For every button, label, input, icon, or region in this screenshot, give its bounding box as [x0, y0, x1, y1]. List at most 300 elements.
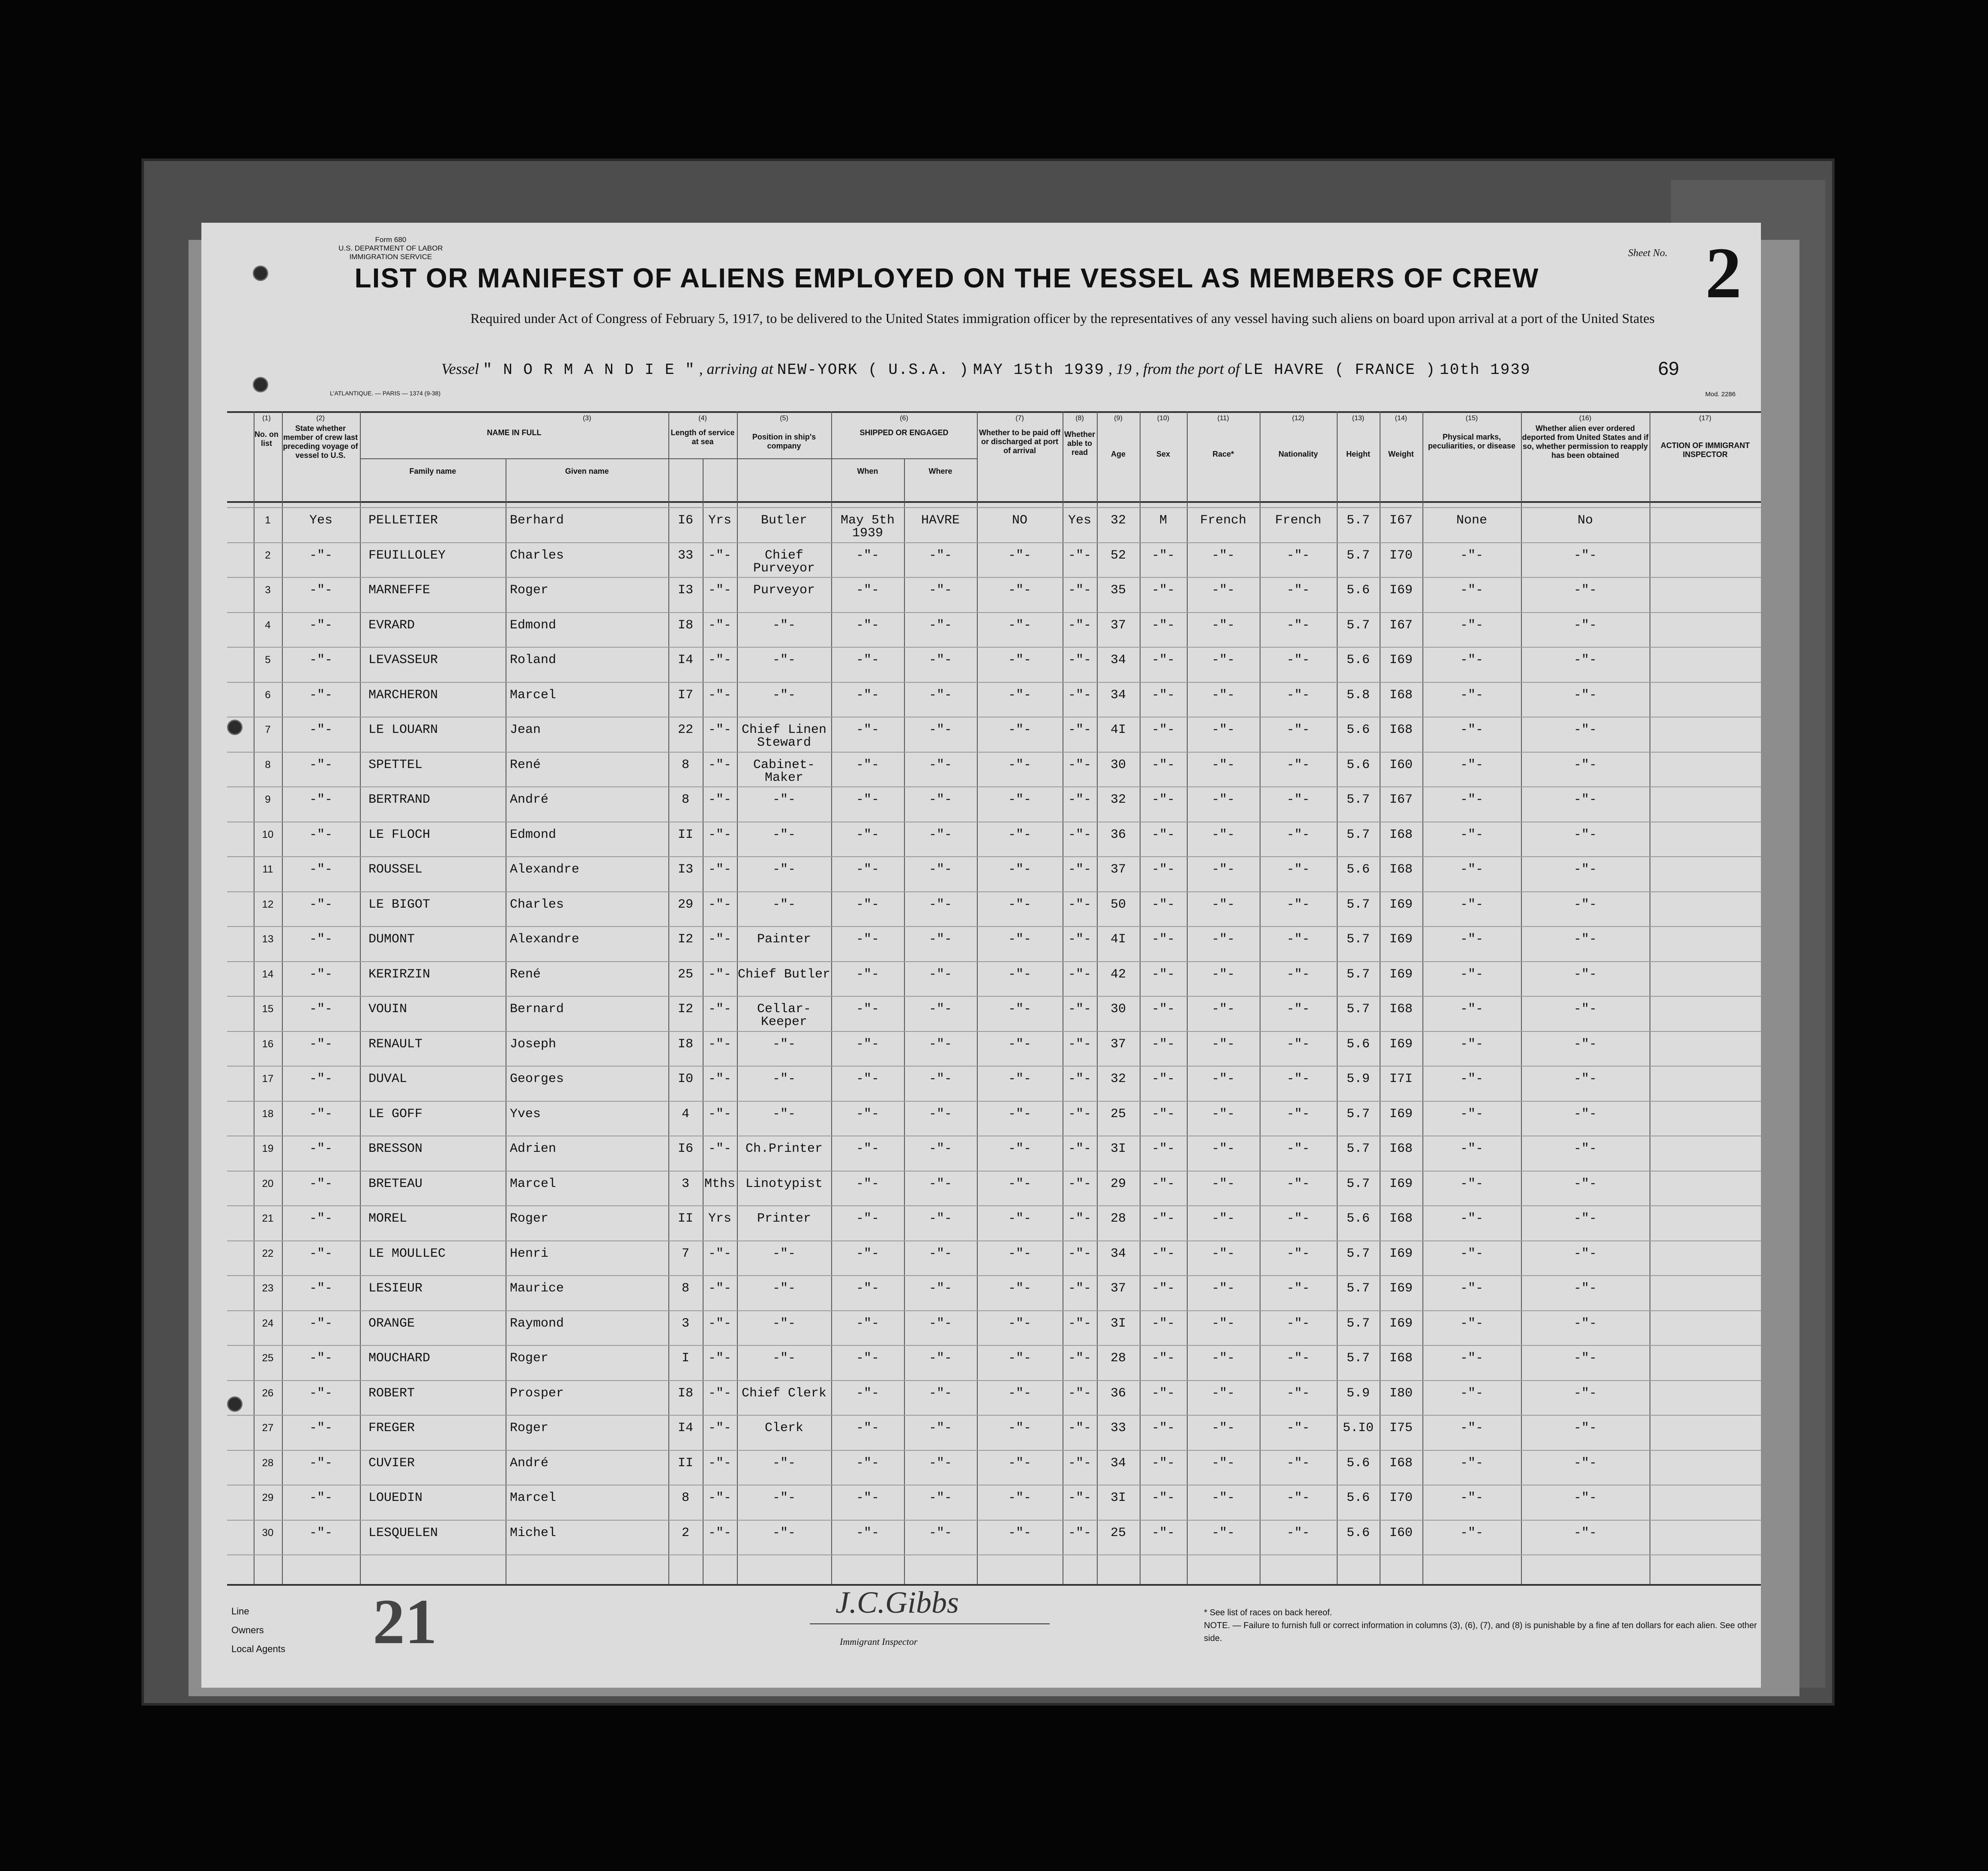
shipped-where-cell: -"-: [928, 1421, 952, 1435]
able-read-cell: -"-: [1068, 723, 1091, 737]
prev-voyage-cell: Yes: [309, 513, 332, 528]
column-number: (15): [1465, 415, 1478, 422]
family-name-cell: MARCHERON: [368, 687, 438, 702]
able-read-cell: -"-: [1068, 1037, 1091, 1052]
paid-off-cell: -"-: [1008, 792, 1031, 807]
weight-cell: I70: [1389, 548, 1413, 563]
able-read-cell: -"-: [1068, 1211, 1091, 1226]
given-name-cell: Edmond: [510, 827, 557, 842]
given-name-cell: Yves: [510, 1106, 541, 1121]
signature-line: [810, 1623, 1050, 1624]
family-name-cell: ROUSSEL: [368, 862, 423, 877]
race-cell: French: [1200, 513, 1247, 528]
deported-cell: -"-: [1573, 792, 1597, 807]
inspector-signature: J.C.Gibbs: [835, 1585, 959, 1620]
col-given-name: Given name: [565, 467, 609, 475]
shipped-when-cell: -"-: [856, 583, 879, 598]
physical-marks-cell: -"-: [1460, 583, 1483, 598]
service-length-cell: 29: [677, 897, 693, 912]
service-length-cell: 8: [681, 1281, 689, 1296]
given-name-cell: André: [510, 1456, 549, 1470]
age-cell: 34: [1110, 687, 1126, 702]
weight-cell: I69: [1389, 932, 1413, 947]
col-action: ACTION OF IMMIGRANT INSPECTOR: [1661, 441, 1750, 459]
physical-marks-cell: -"-: [1460, 932, 1483, 947]
col-no-on-list: No. on list: [254, 430, 278, 448]
row-rule: [227, 507, 1761, 508]
column-number: (2): [316, 415, 325, 422]
column-rule: [360, 411, 361, 1585]
shipped-when-cell: -"-: [856, 723, 879, 737]
nationality-cell: -"-: [1286, 1351, 1310, 1366]
shipped-where-cell: -"-: [928, 1456, 952, 1470]
paid-off-cell: -"-: [1008, 827, 1031, 842]
column-number: (16): [1579, 415, 1592, 422]
shipped-when-cell: -"-: [856, 548, 879, 563]
prev-voyage-cell: -"-: [309, 653, 332, 667]
paid-off-cell: -"-: [1008, 548, 1031, 563]
family-name-cell: BERTRAND: [368, 792, 431, 807]
age-cell: 28: [1110, 1211, 1126, 1226]
service-length-cell: I2: [677, 932, 693, 947]
shipped-where-cell: HAVRE: [921, 513, 960, 528]
height-cell: 5.7: [1346, 967, 1370, 982]
sex-cell: -"-: [1151, 1211, 1175, 1226]
punch-hole: [253, 377, 268, 392]
prev-voyage-cell: -"-: [309, 723, 332, 737]
nationality-cell: -"-: [1286, 653, 1310, 667]
family-name-cell: BRETEAU: [368, 1176, 423, 1191]
given-name-cell: Marcel: [510, 687, 557, 702]
physical-marks-cell: None: [1456, 513, 1487, 528]
shipped-where-cell: -"-: [928, 1386, 952, 1401]
row-rule: [227, 542, 1761, 543]
service-unit-cell: -"-: [708, 653, 731, 667]
family-name-cell: LE GOFF: [368, 1106, 423, 1121]
race-cell: -"-: [1211, 1316, 1235, 1331]
deported-cell: -"-: [1573, 687, 1597, 702]
given-name-cell: Charles: [510, 897, 564, 912]
deported-cell: -"-: [1573, 548, 1597, 563]
position-cell: Painter: [757, 932, 811, 947]
form-meta: [338, 236, 443, 261]
shipped-where-cell: -"-: [928, 583, 952, 598]
given-name-cell: Marcel: [510, 1491, 557, 1505]
nationality-cell: -"-: [1286, 1142, 1310, 1156]
paid-off-cell: -"-: [1008, 967, 1031, 982]
race-cell: -"-: [1211, 1351, 1235, 1366]
deported-cell: -"-: [1573, 1246, 1597, 1261]
row-rule: [227, 996, 1761, 997]
race-cell: -"-: [1211, 792, 1235, 807]
physical-marks-cell: -"-: [1460, 1246, 1483, 1261]
table-top-rule: [227, 411, 1761, 413]
service-length-cell: 7: [681, 1246, 689, 1261]
prev-voyage-cell: -"-: [309, 1316, 332, 1331]
physical-marks-cell: -"-: [1460, 967, 1483, 982]
service-length-cell: 4: [681, 1106, 689, 1121]
age-cell: 3I: [1110, 1316, 1126, 1331]
row-rule: [227, 1171, 1761, 1172]
sex-cell: -"-: [1151, 1072, 1175, 1086]
col-weight: Weight: [1388, 450, 1414, 458]
shipped-where-cell: -"-: [928, 1351, 952, 1366]
row-rule: [227, 891, 1761, 892]
col-position: Position in ship's company: [752, 433, 816, 450]
nationality-cell: -"-: [1286, 757, 1310, 772]
shipped-when-cell: -"-: [856, 1316, 879, 1331]
age-cell: 34: [1110, 653, 1126, 667]
position-cell: -"-: [772, 1281, 796, 1296]
service-length-cell: 2: [681, 1525, 689, 1540]
service-unit-cell: -"-: [708, 932, 731, 947]
shipped-where-cell: -"-: [928, 897, 952, 912]
paid-off-cell: -"-: [1008, 862, 1031, 877]
race-cell: -"-: [1211, 1106, 1235, 1121]
column-number: (10): [1157, 415, 1170, 422]
weight-cell: I68: [1389, 1351, 1413, 1366]
height-cell: 5.6: [1346, 1525, 1370, 1540]
sex-cell: -"-: [1151, 862, 1175, 877]
given-name-cell: Alexandre: [510, 932, 580, 947]
race-cell: -"-: [1211, 862, 1235, 877]
weight-cell: I69: [1389, 1106, 1413, 1121]
service-length-cell: II: [677, 1456, 693, 1470]
family-name-cell: LOUEDIN: [368, 1491, 423, 1505]
family-name-cell: MOREL: [368, 1211, 407, 1226]
physical-marks-cell: -"-: [1460, 1386, 1483, 1401]
able-read-cell: -"-: [1068, 1106, 1091, 1121]
paid-off-cell: -"-: [1008, 687, 1031, 702]
weight-cell: I69: [1389, 1316, 1413, 1331]
age-cell: 32: [1110, 513, 1126, 528]
column-number: (9): [1114, 415, 1123, 422]
family-name-cell: ROBERT: [368, 1386, 415, 1401]
footer-note: [1204, 1606, 1761, 1645]
column-number: (12): [1292, 415, 1305, 422]
sex-cell: -"-: [1151, 1176, 1175, 1191]
physical-marks-cell: -"-: [1460, 1037, 1483, 1052]
service-length-cell: 3: [681, 1176, 689, 1191]
vessel-line: [441, 360, 1531, 379]
shipped-where-cell: -"-: [928, 932, 952, 947]
row-rule: [227, 647, 1761, 648]
given-name-cell: Roger: [510, 1351, 549, 1366]
paid-off-cell: -"-: [1008, 897, 1031, 912]
able-read-cell: -"-: [1068, 1281, 1091, 1296]
row-number: 15: [262, 1003, 274, 1015]
height-cell: 5.9: [1346, 1072, 1370, 1086]
position-cell: Ch.Printer: [745, 1142, 823, 1156]
height-cell: 5.9: [1346, 1386, 1370, 1401]
family-name-cell: LESIEUR: [368, 1281, 423, 1296]
physical-marks-cell: -"-: [1460, 548, 1483, 563]
row-number: 8: [265, 759, 271, 771]
sex-cell: -"-: [1151, 967, 1175, 982]
prev-voyage-cell: -"-: [309, 897, 332, 912]
shipped-when-cell: -"-: [856, 967, 879, 982]
weight-cell: I68: [1389, 827, 1413, 842]
weight-cell: I69: [1389, 583, 1413, 598]
position-cell: -"-: [772, 1106, 796, 1121]
sex-cell: -"-: [1151, 1037, 1175, 1052]
column-number: (13): [1352, 415, 1365, 422]
service-unit-cell: -"-: [708, 583, 731, 598]
row-rule: [227, 1310, 1761, 1311]
weight-cell: I7I: [1389, 1072, 1413, 1086]
deported-cell: -"-: [1573, 653, 1597, 667]
nationality-cell: -"-: [1286, 1491, 1310, 1505]
column-number: (7): [1015, 415, 1024, 422]
age-cell: 37: [1110, 1281, 1126, 1296]
height-cell: 5.7: [1346, 1106, 1370, 1121]
col-where: Where: [928, 467, 952, 475]
shipped-where-cell: -"-: [928, 792, 952, 807]
service-unit-cell: Yrs: [708, 513, 731, 528]
deported-cell: -"-: [1573, 583, 1597, 598]
service-unit-cell: -"-: [708, 1316, 731, 1331]
sex-cell: -"-: [1151, 1525, 1175, 1540]
shipped-when-cell: -"-: [856, 862, 879, 877]
nationality-cell: -"-: [1286, 827, 1310, 842]
prev-voyage-cell: -"-: [309, 862, 332, 877]
service-unit-cell: -"-: [708, 792, 731, 807]
shipped-when-cell: -"-: [856, 1281, 879, 1296]
age-cell: 32: [1110, 1072, 1126, 1086]
stamped-number: 21: [373, 1586, 437, 1657]
nationality-cell: -"-: [1286, 1281, 1310, 1296]
race-cell: -"-: [1211, 1456, 1235, 1470]
position-cell: Purveyor: [753, 583, 815, 598]
row-number: 5: [265, 654, 271, 666]
given-name-cell: Adrien: [510, 1142, 557, 1156]
shipped-when-cell: -"-: [856, 792, 879, 807]
height-cell: 5.I0: [1342, 1421, 1374, 1435]
service-unit-cell: -"-: [708, 1525, 731, 1540]
service-length-cell: I8: [677, 1386, 693, 1401]
physical-marks-cell: -"-: [1460, 1142, 1483, 1156]
row-number: 14: [262, 968, 274, 980]
weight-cell: I60: [1389, 757, 1413, 772]
shipped-when-cell: -"-: [856, 1525, 879, 1540]
shipped-where-cell: -"-: [928, 1072, 952, 1086]
shipped-when-cell: -"-: [856, 1106, 879, 1121]
age-cell: 3I: [1110, 1491, 1126, 1505]
physical-marks-cell: -"-: [1460, 1316, 1483, 1331]
service-length-cell: 8: [681, 792, 689, 807]
row-number: 3: [265, 584, 271, 596]
column-number: (11): [1217, 415, 1229, 422]
position-cell: -"-: [772, 1072, 796, 1086]
prev-voyage-cell: -"-: [309, 967, 332, 982]
arriving-port: NEW-YORK ( U.S.A. ): [777, 361, 970, 379]
deported-cell: -"-: [1573, 827, 1597, 842]
paid-off-cell: -"-: [1008, 1072, 1031, 1086]
able-read-cell: -"-: [1068, 932, 1091, 947]
prev-voyage-cell: -"-: [309, 687, 332, 702]
service-unit-cell: Mths: [704, 1176, 735, 1191]
nationality-cell: -"-: [1286, 932, 1310, 947]
position-cell: -"-: [772, 792, 796, 807]
age-cell: 28: [1110, 1351, 1126, 1366]
height-cell: 5.7: [1346, 1351, 1370, 1366]
nationality-cell: -"-: [1286, 618, 1310, 633]
shipped-where-cell: -"-: [928, 827, 952, 842]
sex-cell: -"-: [1151, 548, 1175, 563]
nationality-cell: -"-: [1286, 548, 1310, 563]
row-rule: [227, 1205, 1761, 1206]
age-cell: 30: [1110, 757, 1126, 772]
paid-off-cell: -"-: [1008, 1246, 1031, 1261]
service-length-cell: I7: [677, 687, 693, 702]
given-name-cell: André: [510, 792, 549, 807]
shipped-when-cell: -"-: [856, 653, 879, 667]
printer-info: L'ATLANTIQUE. — PARIS — 1374 (9-38): [330, 390, 441, 397]
deported-cell: -"-: [1573, 1176, 1597, 1191]
race-cell: -"-: [1211, 932, 1235, 947]
department: U.S. DEPARTMENT OF LABOR: [338, 244, 443, 252]
given-name-cell: Georges: [510, 1072, 564, 1086]
row-rule: [227, 926, 1761, 927]
shipped-when-cell: -"-: [856, 827, 879, 842]
prev-voyage-cell: -"-: [309, 1002, 332, 1016]
physical-marks-cell: -"-: [1460, 1421, 1483, 1435]
nationality-cell: French: [1275, 513, 1322, 528]
sex-cell: -"-: [1151, 653, 1175, 667]
service-length-cell: I3: [677, 862, 693, 877]
shipped-when-cell: -"-: [856, 1351, 879, 1366]
prev-voyage-cell: -"-: [309, 1246, 332, 1261]
deported-cell: -"-: [1573, 1351, 1597, 1366]
weight-cell: I68: [1389, 1456, 1413, 1470]
paid-off-cell: -"-: [1008, 1491, 1031, 1505]
sex-cell: -"-: [1151, 1106, 1175, 1121]
nationality-cell: -"-: [1286, 1211, 1310, 1226]
service-unit-cell: -"-: [708, 1072, 731, 1086]
race-cell: -"-: [1211, 1246, 1235, 1261]
arriving-label: , arriving at: [699, 360, 773, 377]
form-number: Form 680: [375, 236, 407, 244]
row-number: 26: [262, 1387, 274, 1399]
family-name-cell: LEVASSEUR: [368, 653, 438, 667]
nationality-cell: -"-: [1286, 1072, 1310, 1086]
position-cell: -"-: [772, 862, 796, 877]
sex-cell: -"-: [1151, 687, 1175, 702]
paid-off-cell: -"-: [1008, 1002, 1031, 1016]
height-cell: 5.7: [1346, 548, 1370, 563]
given-name-cell: Raymond: [510, 1316, 564, 1331]
position-cell: -"-: [772, 1351, 796, 1366]
row-rule: [227, 577, 1761, 578]
manifest-sheet: [201, 223, 1761, 1688]
physical-marks-cell: -"-: [1460, 687, 1483, 702]
race-cell: -"-: [1211, 1491, 1235, 1505]
row-number: 22: [262, 1247, 274, 1259]
race-cell: -"-: [1211, 1002, 1235, 1016]
age-cell: 37: [1110, 618, 1126, 633]
row-number: 21: [262, 1213, 274, 1224]
service-unit-cell: -"-: [708, 618, 731, 633]
service-length-cell: 22: [677, 723, 693, 737]
position-cell: -"-: [772, 618, 796, 633]
paid-off-cell: -"-: [1008, 1037, 1031, 1052]
paid-off-cell: NO: [1012, 513, 1027, 528]
nationality-cell: -"-: [1286, 687, 1310, 702]
row-rule: [227, 1240, 1761, 1241]
able-read-cell: -"-: [1068, 1176, 1091, 1191]
position-cell: Chief Clerk: [741, 1386, 827, 1401]
able-read-cell: -"-: [1068, 1386, 1091, 1401]
race-cell: -"-: [1211, 583, 1235, 598]
race-cell: -"-: [1211, 1421, 1235, 1435]
age-cell: 36: [1110, 827, 1126, 842]
prev-voyage-cell: -"-: [309, 618, 332, 633]
weight-cell: I67: [1389, 513, 1413, 528]
page-title: LIST OR MANIFEST OF ALIENS EMPLOYED ON THE VESSEL AS MEMBERS OF CREW: [354, 263, 1539, 293]
position-cell: Butler: [760, 513, 808, 528]
deported-cell: -"-: [1573, 897, 1597, 912]
physical-marks-cell: -"-: [1460, 1525, 1483, 1540]
row-number: 12: [262, 898, 274, 910]
row-rule: [227, 752, 1761, 753]
physical-marks-cell: -"-: [1460, 792, 1483, 807]
prev-voyage-cell: -"-: [309, 932, 332, 947]
physical-marks-cell: -"-: [1460, 1351, 1483, 1366]
service-length-cell: I2: [677, 1002, 693, 1016]
height-cell: 5.6: [1346, 862, 1370, 877]
service-length-cell: II: [677, 1211, 693, 1226]
prev-voyage-cell: -"-: [309, 1176, 332, 1191]
race-cell: -"-: [1211, 967, 1235, 982]
shipped-when-cell: -"-: [856, 757, 879, 772]
physical-marks-cell: -"-: [1460, 1456, 1483, 1470]
nationality-cell: -"-: [1286, 1002, 1310, 1016]
shipped-when-cell: -"-: [856, 1072, 879, 1086]
family-name-cell: KERIRZIN: [368, 967, 431, 982]
shipped-when-cell: -"-: [856, 1002, 879, 1016]
sex-cell: -"-: [1151, 827, 1175, 842]
prev-voyage-cell: -"-: [309, 1491, 332, 1505]
family-name-cell: EVRARD: [368, 618, 415, 633]
service-unit-cell: -"-: [708, 1456, 731, 1470]
col-name-in-full: NAME IN FULL: [487, 428, 542, 437]
row-rule: [227, 1380, 1761, 1381]
row-rule: [227, 961, 1761, 962]
service-unit-cell: -"-: [708, 897, 731, 912]
sex-cell: -"-: [1151, 1142, 1175, 1156]
prev-voyage-cell: -"-: [309, 1106, 332, 1121]
race-cell: -"-: [1211, 687, 1235, 702]
nationality-cell: -"-: [1286, 723, 1310, 737]
service-length-cell: I: [681, 1351, 689, 1366]
shipped-when-cell: -"-: [856, 618, 879, 633]
height-cell: 5.7: [1346, 1176, 1370, 1191]
family-name-cell: CUVIER: [368, 1456, 415, 1470]
shipped-when-cell: -"-: [856, 1246, 879, 1261]
age-cell: 25: [1110, 1106, 1126, 1121]
nationality-cell: -"-: [1286, 1386, 1310, 1401]
shipped-where-cell: -"-: [928, 1246, 952, 1261]
service-length-cell: I4: [677, 653, 693, 667]
paid-off-cell: -"-: [1008, 583, 1031, 598]
weight-cell: I69: [1389, 1037, 1413, 1052]
race-cell: -"-: [1211, 1211, 1235, 1226]
service-length-cell: 8: [681, 757, 689, 772]
prev-voyage-cell: -"-: [309, 1456, 332, 1470]
deported-cell: -"-: [1573, 1491, 1597, 1505]
service-length-cell: 33: [677, 548, 693, 563]
age-cell: 4I: [1110, 932, 1126, 947]
